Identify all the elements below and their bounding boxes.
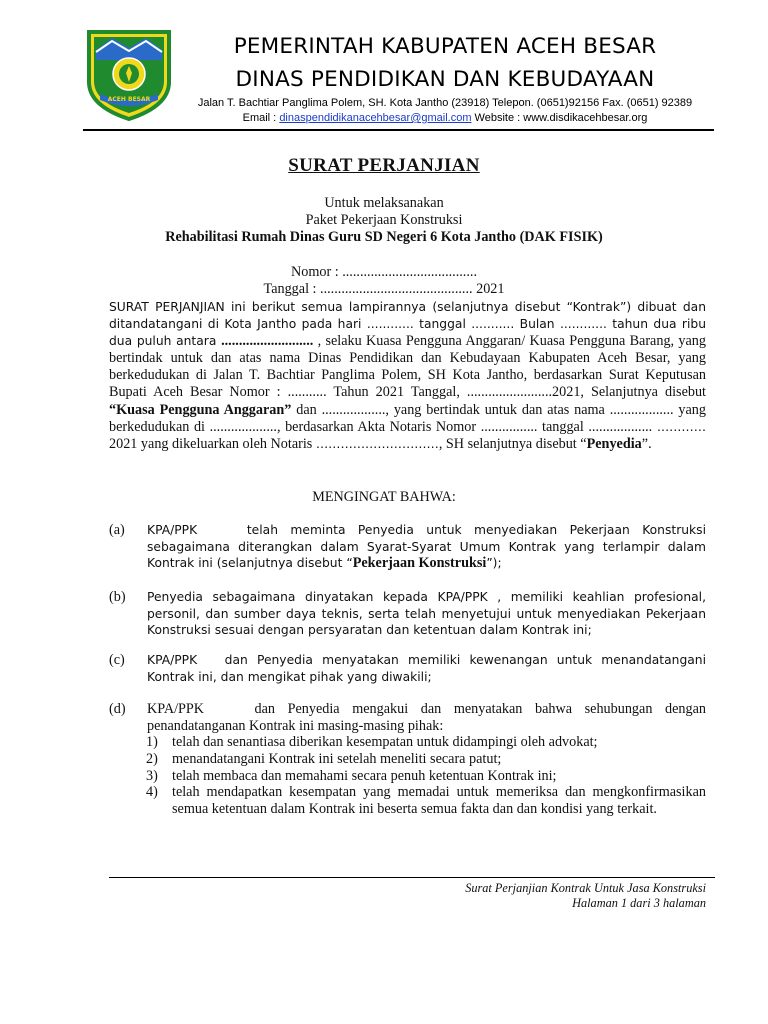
- footer-page-number: Halaman 1 dari 3 halaman: [572, 896, 706, 910]
- project-name: Rehabilitasi Rumah Dinas Guru SD Negeri 6 Kota Jantho (DAK FISIK): [165, 229, 603, 245]
- recital-text: KPA/PPK dan Penyedia menyatakan memiliki kewenangan untuk menandatangani Kontrak ini, dan mengikat pihak yang diwakili;: [147, 653, 706, 684]
- recital-label: (a): [109, 522, 125, 538]
- recitals-heading: MENGINGAT BAHWA:: [312, 489, 456, 505]
- list-item: 1) telah dan senantiasa diberikan kesempatan untuk didampingi oleh advokat;: [146, 734, 598, 750]
- recital-label: (c): [109, 652, 125, 668]
- letterhead-government: PEMERINTAH KABUPATEN ACEH BESAR: [233, 34, 657, 59]
- website-text: Website : www.disdikacehbesar.org: [471, 112, 648, 124]
- recital-text: KPA/PPK dan Penyedia mengakui dan menyatakan bahwa sehubungan dengan penandatanganan Kontrak ini masing-masing pihak:: [147, 701, 706, 734]
- recital-label: (d): [109, 701, 126, 717]
- logo-caption: ACEH BESAR: [107, 96, 151, 103]
- list-item: 3) telah membaca dan memahami secara penuh ketentuan Kontrak ini;: [146, 767, 557, 784]
- recital-text: Penyedia sebagaimana dinyatakan kepada KPA/PPK , memiliki keahlian profesional, personil, dan sumber daya teknis, serta telah menyetujui untuk menyediakan Pekerjaan Konstruksi sesuai dengan persyaratan dan ketentuan dalam Kontrak ini;: [147, 590, 706, 637]
- email-label: Email :: [242, 112, 280, 124]
- acknowledgement-list: [146, 734, 706, 818]
- letterhead-address: Jalan T. Bachtiar Panglima Polem, SH. Kota Jantho (23918) Telepon. (0651)92156 Fax. (0651) 92389: [197, 97, 693, 109]
- letterhead-department: DINAS PENDIDIKAN DAN KEBUDAYAAN: [235, 67, 655, 92]
- purpose-line: Untuk melaksanakan: [324, 195, 444, 211]
- letterhead-contact: [176, 112, 714, 124]
- document-title: SURAT PERJANJIAN: [288, 155, 480, 176]
- list-item: 2) menandatangani Kontrak ini setelah meneliti secara patut;: [146, 750, 502, 767]
- document-number: Nomor : ......................................: [290, 264, 477, 280]
- footer-divider: [109, 877, 715, 878]
- letterhead-divider: [83, 129, 714, 131]
- aceh-besar-logo: [86, 26, 172, 122]
- list-item: 4) telah mendapatkan kesempatan yang memadai untuk memeriksa dan mengkonfirmasikan semua ketentuan dalam Kontrak ini beserta semua fakta dan dan kondisi yang terkait.: [146, 784, 706, 818]
- recital-text: KPA/PPK telah meminta Penyedia untuk menyediakan Pekerjaan Konstruksi sebagaimana diterangkan dalam Syarat-Syarat Umum Kontrak yang terlampir dalam Kontrak ini (selanjutnya disebut “Pekerjaan Konstruksi”);: [147, 523, 706, 571]
- opening-paragraph: SURAT PERJANJIAN ini berikut semua lampirannya (selanjutnya disebut “Kontrak”) dibuat dan ditandatangani di Kota Jantho pada hari ............ tanggal ........... Bulan ............ tahun dua ribu dua puluh antara .......................... , selaku Kuasa Pengguna Anggaran/ Kuasa Pengguna Barang, yang bertindak untuk dan atas nama Dinas Pendidikan dan Kebudayaan Kabupaten Aceh Besar, yang berkedudukan di Jalan T. Bachtiar Panglima Polem, SH Kota Jantho, berdasarkan Surat Keputusan Bupati Aceh Besar Nomor : ........... Tahun 2021 Tanggal, ........................2021, Selanjutnya disebut “Kuasa Pengguna Anggaran” dan .................., yang bertindak untuk dan atas nama .................. yang berkedudukan di ..................., berdasarkan Akta Notaris Nomor ................ tanggal .................. ………… 2021 yang dikeluarkan oleh Notaris …………………………, SH selanjutnya disebut “Penyedia”.: [109, 300, 706, 452]
- package-line: Paket Pekerjaan Konstruksi: [305, 212, 463, 228]
- document-date: Tanggal : ........................................... 2021: [263, 281, 505, 297]
- footer-document-name: Surat Perjanjian Kontrak Untuk Jasa Konstruksi: [465, 881, 706, 895]
- recital-label: (b): [109, 589, 126, 605]
- email-link[interactable]: dinaspendidikanacehbesar@gmail.com: [279, 112, 472, 124]
